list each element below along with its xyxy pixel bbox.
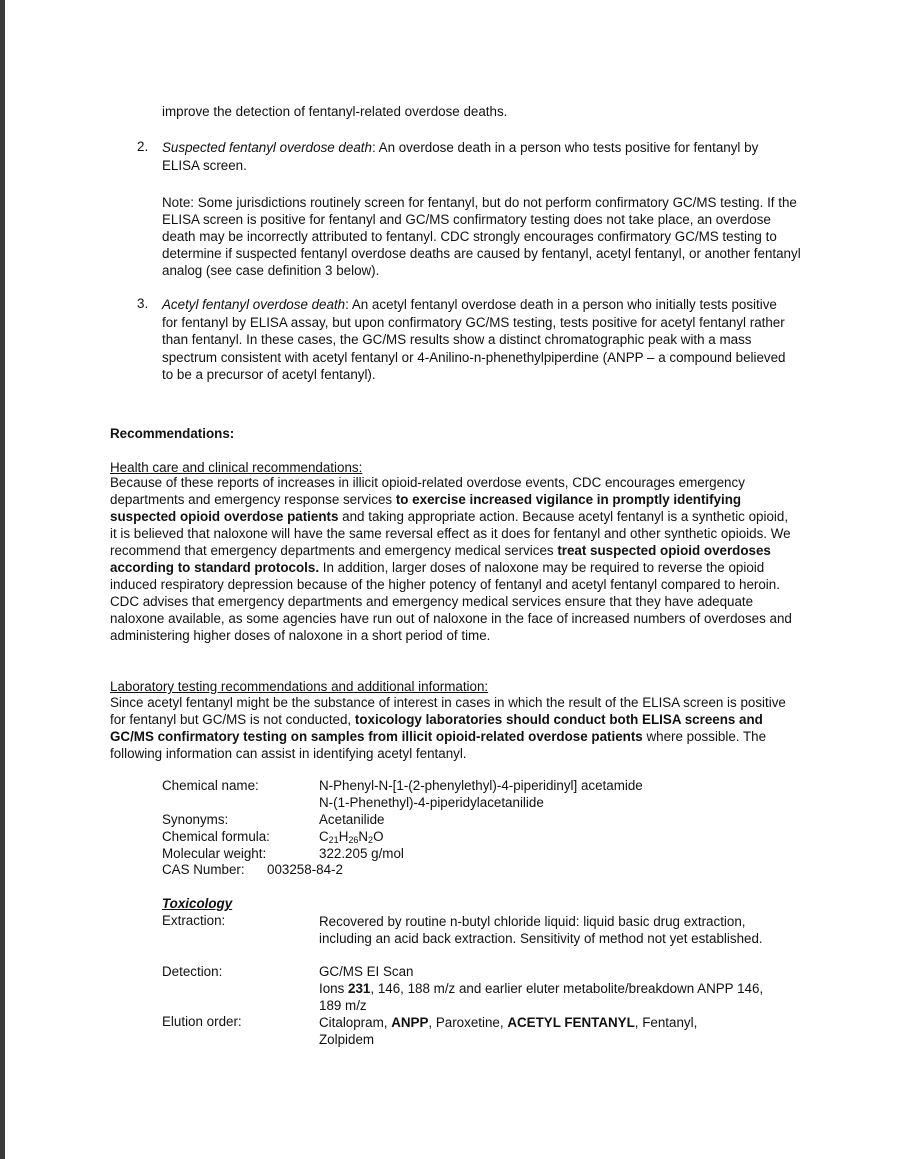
chemical-formula-value: $C_{21}H_{26}N_2O$	[319, 829, 384, 845]
elution-order-label: Elution order:	[162, 1014, 242, 1029]
case-2-definition	[162, 139, 762, 174]
synonyms-label: Synonyms:	[162, 812, 229, 827]
chemical-name-value-2: N-(1-Phenethyl)-4-piperidylacetanilide	[319, 795, 544, 810]
extraction-label: Extraction:	[162, 913, 226, 928]
synonyms-value: Acetanilide	[319, 812, 385, 827]
recommendations-heading: Recommendations:	[110, 426, 235, 441]
molecular-weight-value: 322.205 g/mol	[319, 846, 404, 861]
health-care-paragraph	[110, 474, 794, 644]
intro-tail-text: improve the detection of fentanyl-related overdose deaths.	[162, 104, 508, 119]
chemical-name-value-1: N-Phenyl-N-[1-(2-phenylethyl)-4-piperidinyl] acetamide	[319, 778, 643, 793]
health-care-subheading: Health care and clinical recommendations:	[110, 460, 363, 475]
lab-text-2: where possible. The following information can assist in identifying acetyl fentanyl.	[110, 729, 767, 761]
lab-testing-subheading: Laboratory testing recommendations and additional information:	[110, 679, 489, 694]
extraction-value: Recovered by routine n-butyl chloride liquid: liquid basic drug extraction, including an acid back extraction. Sensitivity of method not yet established.	[319, 914, 763, 946]
case-2-note: Note: Some jurisdictions routinely screen for fentanyl, but do not perform confirmatory GC/MS testing. If the ELISA screen is positive for fentanyl and GC/MS confirmatory testing does not take place, an overdose death may be incorrectly attributed to fentanyl. CDC strongly encourages confirmatory GC/MS testing to determine if suspected fentanyl overdose deaths are caused by fentanyl, acetyl fentanyl, or another fentanyl analog (see case definition 3 below).	[162, 195, 801, 278]
elution-order-value: Citalopram, ANPP, Paroxetine, ACETYL FENTANYL, Fentanyl, Zolpidem	[319, 1015, 698, 1047]
case-3-number: 3.	[137, 296, 149, 311]
case-2-text: : An overdose death in a person who tests positive for fentanyl by ELISA screen.	[162, 140, 759, 173]
health-bold-1: to exercise increased vigilance in promptly identifying suspected opioid overdose patients	[110, 492, 742, 524]
case-3-title: Acetyl fentanyl overdose death	[162, 297, 346, 312]
health-text-2: and taking appropriate action. Because acetyl fentanyl is a synthetic opioid, it is believed that naloxone will have the same reversal effect as it does for fentanyl and other synthetic opioids. We recommend that emergency departments and emergency medical services	[110, 509, 791, 558]
cas-number-label: CAS Number:	[162, 862, 245, 877]
lab-bold-1: toxicology laboratories should conduct both ELISA screens and GC/MS confirmatory testing on samples from illicit opioid-related overdose patients	[110, 712, 763, 744]
detection-line-1: GC/MS EI Scan	[319, 964, 414, 979]
detection-ions: Ions 231, 146, 188 m/z and earlier eluter metabolite/breakdown ANPP 146, 189 m/z	[319, 981, 764, 1013]
lab-testing-paragraph	[110, 694, 786, 762]
lab-text-1: Since acetyl fentanyl might be the substance of interest in cases in which the result of the ELISA screen is positive for fentanyl but GC/MS is not conducted,	[110, 695, 786, 727]
health-bold-2: treat suspected opioid overdoses according to standard protocols.	[110, 543, 771, 575]
case-3-definition	[162, 296, 786, 384]
molecular-weight-label: Molecular weight:	[162, 846, 267, 861]
chemical-name-label: Chemical name:	[162, 778, 259, 793]
health-text-1: Because of these reports of increases in illicit opioid-related overdose events, CDC encourages emergency departments and emergency response services	[110, 475, 745, 507]
chemical-formula-label: Chemical formula:	[162, 829, 270, 844]
detection-label: Detection:	[162, 964, 223, 979]
health-text-3: In addition, larger doses of naloxone may be required to reverse the opioid induced respiratory depression because of the higher potency of fentanyl and acetyl fentanyl compared to heroin. CDC advises that emergency departments and emergency medical services ensure that they have adequate naloxone available, as some agencies have run out of naloxone in the face of increased numbers of overdoses and administering higher doses of naloxone in a short period of time.	[110, 560, 792, 643]
case-3-text: : An acetyl fentanyl overdose death in a person who initially tests positive for fentanyl by ELISA assay, but upon confirmatory GC/MS testing, tests positive for acetyl fentanyl rather than fentanyl. In these cases, the GC/MS results show a distinct chromatographic peak with a mass spectrum consistent with acetyl fentanyl or 4-Anilino-n-phenethylpiperdine (ANPP – a compound believed to be a precursor of acetyl fentanyl).	[162, 297, 786, 383]
toxicology-heading: Toxicology	[162, 896, 233, 911]
cas-number-value: 003258-84-2	[267, 862, 343, 877]
case-2-number: 2.	[137, 139, 149, 154]
case-2-title: Suspected fentanyl overdose death	[162, 140, 372, 155]
